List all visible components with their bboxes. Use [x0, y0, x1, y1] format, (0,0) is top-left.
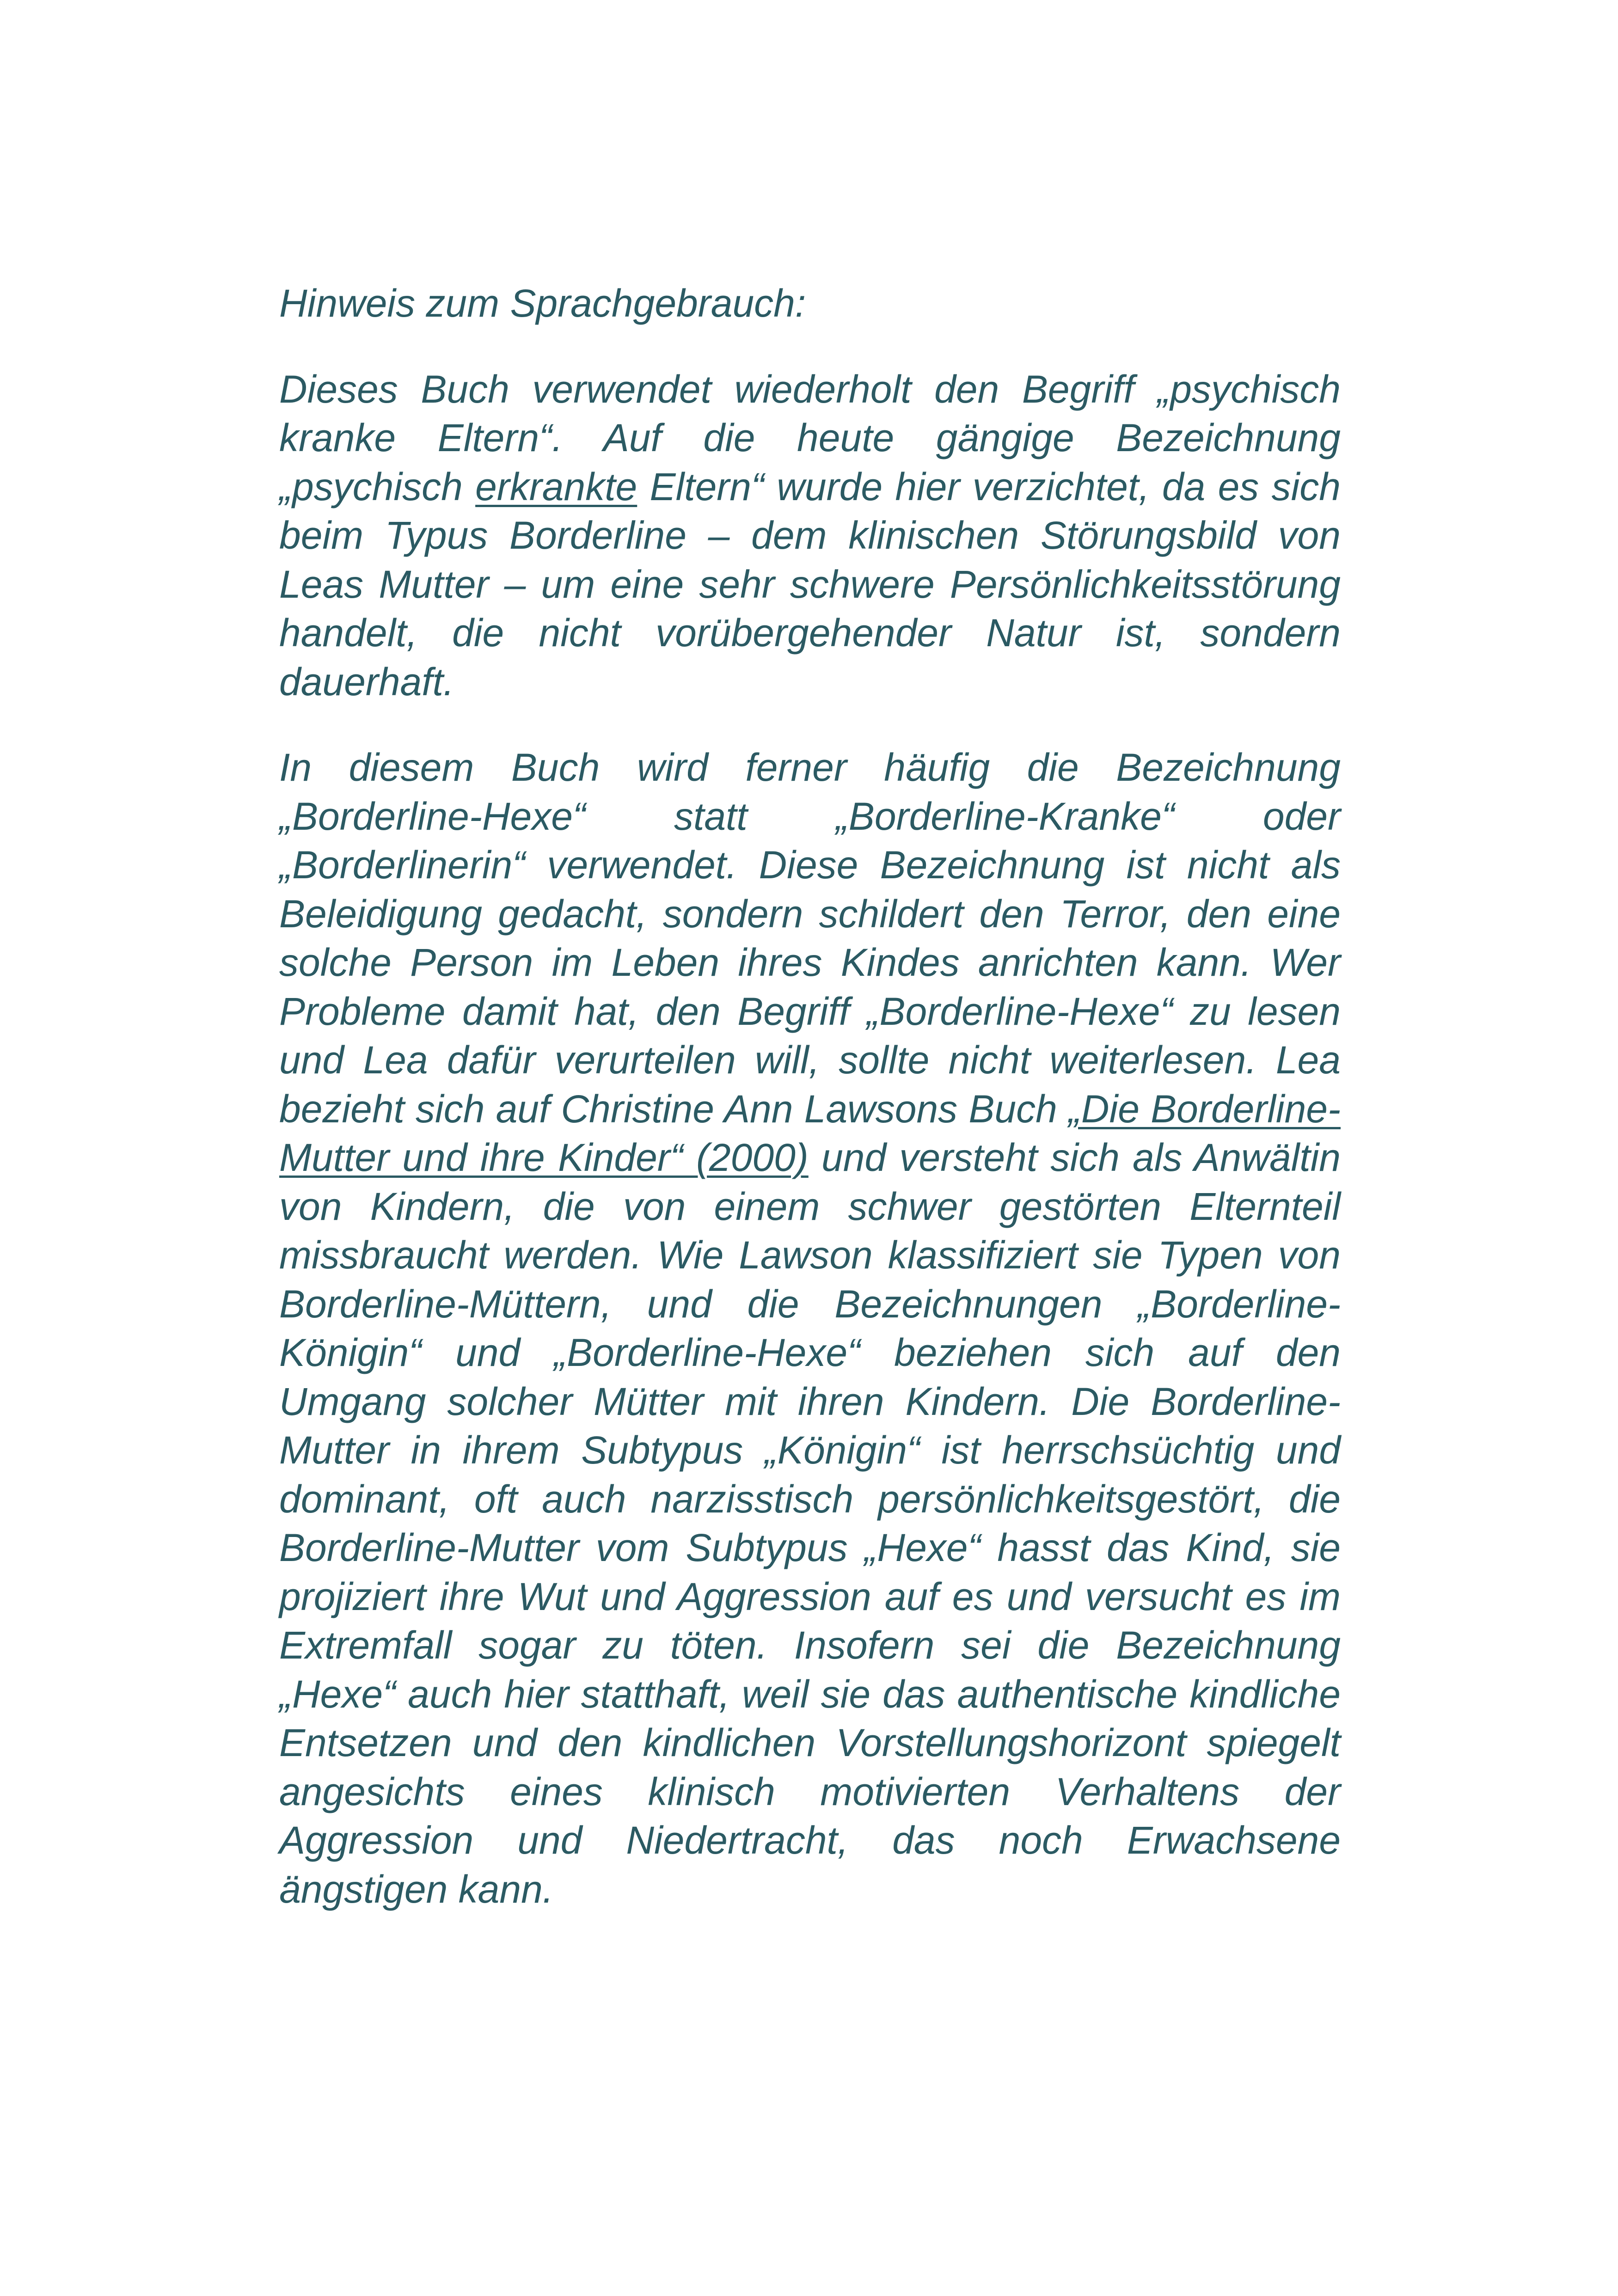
book-reference: „Die Borderline-Mutter und ihre Kinder“ (2000) — [279, 1087, 1341, 1179]
paragraph-2 — [279, 743, 1341, 1914]
page-content — [279, 279, 1341, 1914]
underlined-term: erkrankte — [475, 465, 637, 508]
paragraph-2-text-end: und versteht sich als Anwältin von Kindern, die von einem schwer gestörten Elternteil missbraucht werden. Wie Lawson klassifiziert sie Typen von Borderline-Müttern, und die Bezeichnungen „Borderline-Königin“ und „Borderline-Hexe“ beziehen sich auf den Umgang solcher Mütter mit ihren Kindern. Die Borderline-Mutter in ihrem Subtypus „Königin“ ist herrschsüchtig und dominant, oft auch narzisstisch persönlichkeitsgestört, die Borderline-Mutter vom Subtypus „Hexe“ hasst das Kind, sie projiziert ihre Wut und Aggression auf es und versucht es im Extremfall sogar zu töten. Insofern sei die Bezeichnung „Hexe“ auch hier statthaft, weil sie das authentische kindliche Entsetzen und den kindlichen Vorstellungshorizont spiegelt angesichts eines klinisch motivierten Verhaltens der Aggression und Niedertracht, das noch Erwachsene ängstigen kann. — [279, 1136, 1341, 1911]
paragraph-2-text-start: In diesem Buch wird ferner häufig die Bezeichnung „Borderline-Hexe“ statt „Borderline-Kranke“ oder „Borderlinerin“ verwendet. Diese Bezeichnung ist nicht als Beleidigung gedacht, sondern schildert den Terror, den eine solche Person im Leben ihres Kindes anrichten kann. Wer Probleme damit hat, den Begriff „Borderline-Hexe“ zu lesen und Lea dafür verurteilen will, sollte nicht weiterlesen. Lea bezieht sich auf Christine Ann Lawsons Buch — [279, 746, 1341, 1131]
paragraph-1 — [279, 365, 1341, 707]
paragraph-1-text-start: Dieses Buch verwendet wiederholt den Begriff „psychisch kranke Eltern“. Auf die heute gängige Bezeichnung „psychisch — [279, 367, 1341, 508]
page-heading: Hinweis zum Sprachgebrauch: — [279, 282, 806, 325]
paragraph-1-text-end: Eltern“ wurde hier verzichtet, da es sich beim Typus Borderline – dem klinischen Störungsbild von Leas Mutter – um eine sehr schwere Persönlichkeitsstörung handelt, die nicht vorübergehender Natur ist, sondern dauerhaft. — [279, 465, 1341, 704]
